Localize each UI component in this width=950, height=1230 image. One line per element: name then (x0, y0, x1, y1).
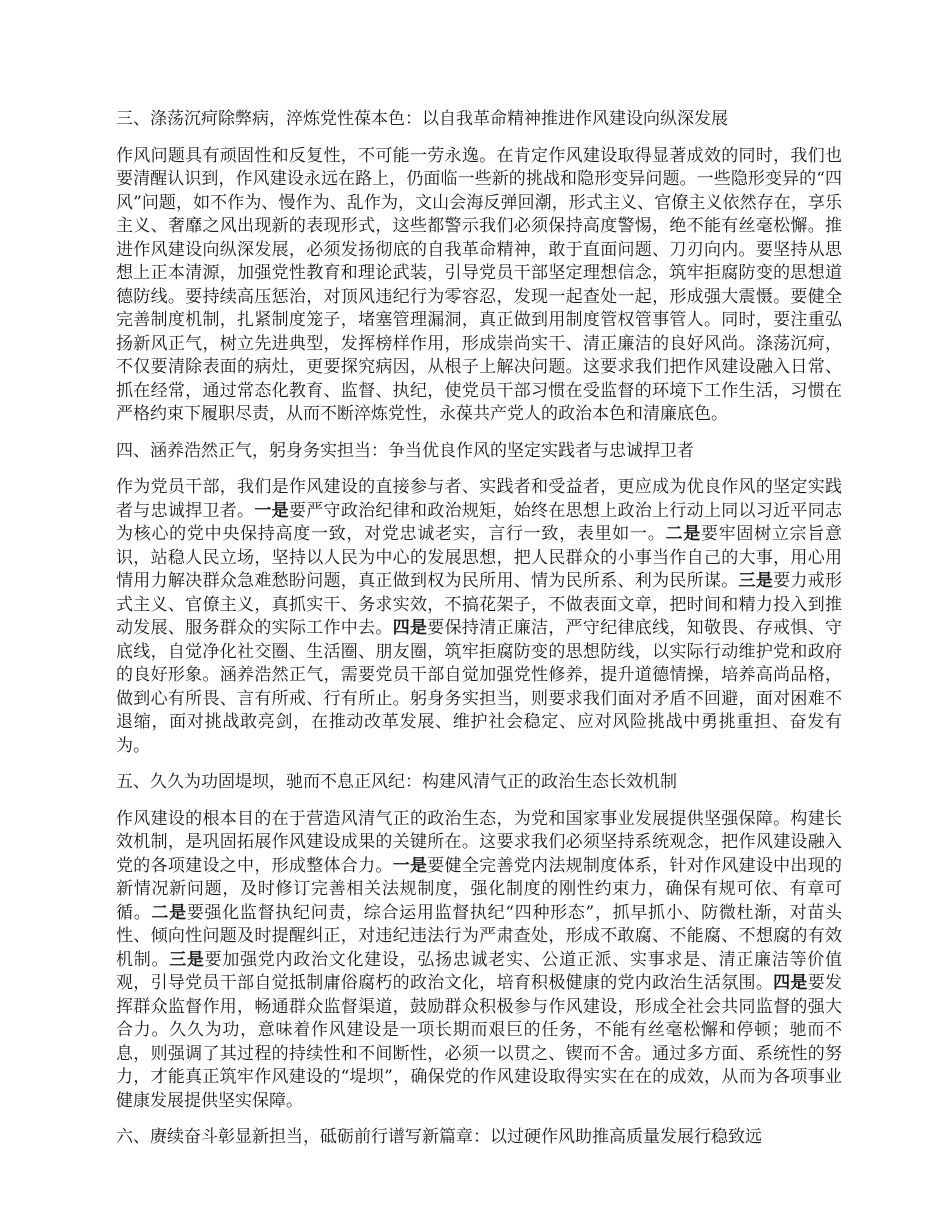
paragraph-text: 要加强党内政治文化建设，弘扬忠诚老实、公道正派、实事求是、清正廉洁等价值观，引导党员干部自觉抵制庸俗腐朽的政治文化，培育积极健康的党内政治生活氛围。 (116, 949, 843, 993)
paragraph-text: 作风建设的根本目的在于营造风清气正的政治生态，为党和国家事业发展提供坚强保障。构建长效机制，是巩固拓展作风建设成果的关键所在。这要求我们必须坚持系统观念，把作风建设融入党的各项建设之中，形成整体合力。 (116, 808, 842, 876)
bold-marker-1: 一是 (254, 500, 289, 521)
section-3-paragraph (116, 145, 842, 427)
section-4-heading: 四、涵养浩然正气，躬身务实担当：争当优良作风的坚定实践者与忠诚捍卫者 (116, 440, 694, 461)
section-6-heading: 六、赓续奋斗彰显新担当，砥砺前行谱写新篇章：以过硬作风助推高质量发展行稳致远 (116, 1127, 762, 1147)
section-4-paragraph (116, 476, 842, 758)
paragraph-text: 作风问题具有顽固性和反复性，不可能一劳永逸。在肯定作风建设取得显著成效的同时，我们也要清醒认识到，作风建设永远在路上，仍面临一些新的挑战和隐形变异问题。一些隐形变异的“四风”问题，如不作为、慢作为、乱作为，文山会海反弹回潮，形式主义、官僚主义依然存在，享乐主义、奢靡之风出现新的表现形式，这些都警示我们必须保持高度警惕，绝不能有丝毫松懈。推进作风建设向纵深发展，必须发扬彻底的自我革命精神，敢于直面问题、刀刃向内。要坚持从思想上正本清源，加强党性教育和理论武装，引导党员干部坚定理想信念，筑牢拒腐防变的思想道德防线。要持续高压惩治，对顶风违纪行为零容忍，发现一起查处一起，形成强大震慑。要健全完善制度机制，扎紧制度笼子，堵塞管理漏洞，真正做到用制度管权管事管人。同时，要注重弘扬新风正气，树立先进典型，发挥榜样作用，形成崇尚实干、清正廉洁的良好风尚。涤荡沉疴，不仅要清除表面的病灶，更要探究病因，从根子上解决问题。这要求我们把作风建设融入日常、抓在经常，通过常态化教育、监督、执纪，使党员干部习惯在受监督的环境下工作生活，习惯在严格约束下履职尽责，从而不断淬炼党性，永葆共产党人的政治本色和清廉底色。 (116, 145, 842, 424)
section-5-paragraph (116, 808, 842, 1114)
bold-marker-2: 二是 (151, 902, 187, 923)
document-page (116, 108, 842, 1163)
paragraph-text: 要强化监督执纪问责，综合运用监督执纪“四种形态”，抓早抓小、防微杜渐，对苗头性、倾向性问题及时提醒纠正，对违纪违法行为严肃查处，形成不敢腐、不能腐、不想腐的有效机制。 (116, 902, 843, 970)
section-5-heading: 五、久久为功固堤坝，驰而不息正风纪：构建风清气正的政治生态长效机制 (116, 772, 677, 792)
paragraph-text: 作为党员干部，我们是作风建设的直接参与者、实践者和受益者，更应成为优良作风的坚定实践者与忠诚捍卫者。 (116, 477, 842, 521)
paragraph-text: 要力戒形式主义、官僚主义，真抓实干、务求实效，不搞花架子，不做表面文章，把时间和精力投入到推动发展、服务群众的实际工作中去。 (116, 571, 843, 638)
paragraph-text: 要健全完善党内法规制度体系，针对作风建设中出现的新情况新问题，及时修订完善相关法规制度，强化制度的刚性约束力，确保有规可依、有章可循。 (116, 855, 843, 923)
paragraph-text: 要发挥群众监督作用，畅通群众监督渠道，鼓励群众积极参与作风建设，形成全社会共同监督的强大合力。久久为功，意味着作风建设是一项长期而艰巨的任务，不能有丝毫松懈和停顿；驰而不息，则强调了其过程的持续性和不间断性，必须一以贯之、锲而不舍。通过多方面、系统性的努力，才能真正筑牢作风建设的“堤坝”，确保党的作风建设取得实实在在的成效，从而为各项事业健康发展提供坚实保障。 (116, 973, 843, 1111)
bold-marker-4: 四是 (773, 973, 808, 993)
bold-marker-3: 三是 (169, 949, 205, 970)
bold-marker-3: 三是 (738, 571, 774, 591)
bold-marker-2: 二是 (665, 524, 701, 544)
bold-marker-1: 一是 (392, 855, 428, 876)
bold-marker-4: 四是 (392, 618, 428, 638)
paragraph-text: 要保持清正廉洁，严守纪律底线，知敬畏、存戒惧、守底线，自觉净化社交圈、生活圈、朋友圈，筑牢拒腐防变的思想防线，以实际行动维护党和政府的良好形象。涵养浩然正气，需要党员干部自觉加强党性修养，提升道德情操，培养高尚品格，做到心有所畏、言有所戒、行有所止。躬身务实担当，则要求我们面对矛盾不回避，面对困难不退缩，面对挑战敢亮剑，在推动改革发展、维护社会稳定、应对风险挑战中勇挑重担、奋发有为。 (116, 618, 843, 756)
section-3-heading: 三、涤荡沉疴除弊病，淬炼党性葆本色：以自我革命精神推进作风建设向纵深发展 (116, 109, 728, 129)
paragraph-text: 要牢固树立宗旨意识，站稳人民立场，坚持以人民为中心的发展思想，把人民群众的小事当作自己的大事，用心用情用力解决群众急难愁盼问题，真正做到权为民所用、情为民所系、利为民所谋。 (116, 524, 843, 591)
paragraph-text: 要严守政治纪律和政治规矩，始终在思想上政治上行动上同以习近平同志为核心的党中央保持高度一致，对党忠诚老实，言行一致，表里如一。 (116, 500, 843, 544)
